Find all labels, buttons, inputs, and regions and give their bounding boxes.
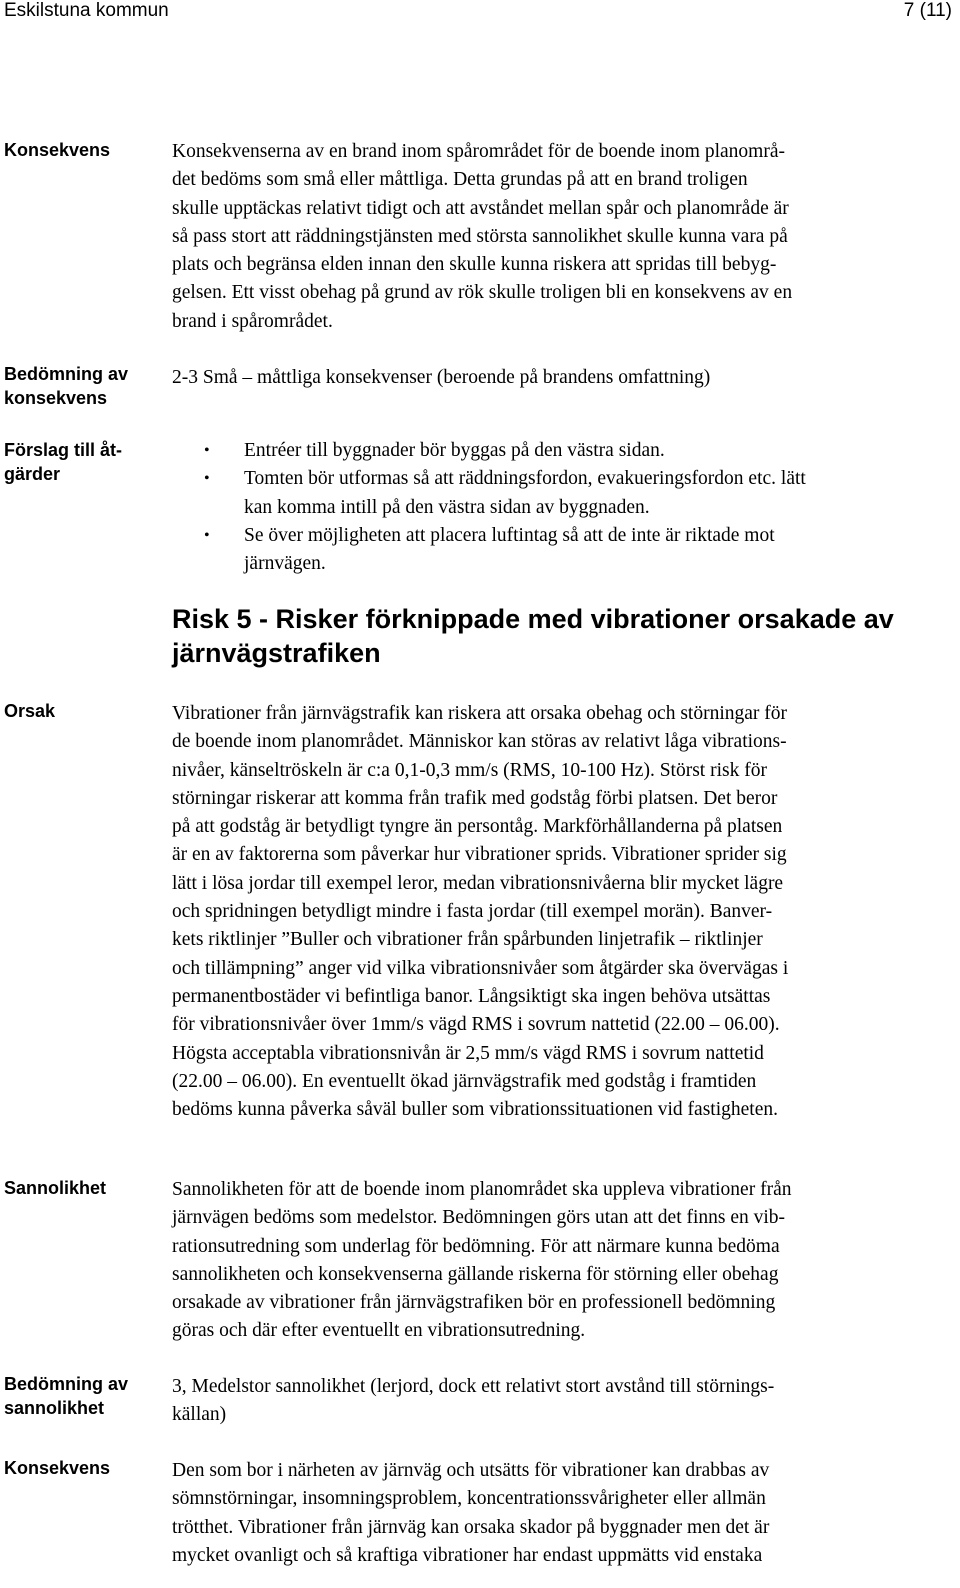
text-line: Entréer till byggnader bör byggas på den västra sidan. <box>244 440 665 461</box>
text-orsak <box>172 700 950 1124</box>
text-line: järnvägen bedöms som medelstor. Bedömningen görs utan att det finns en vib- <box>172 1207 786 1229</box>
label-sannolikhet: Sannolikhet <box>4 1178 107 1198</box>
label-line: Bedömning av <box>4 1374 129 1394</box>
list-item <box>172 465 950 522</box>
text-line: plats och begränsa elden innan den skulle kunna riskera att spridas till bebyg- <box>172 254 777 276</box>
text-line: trötthet. Vibrationer från järnväg kan orsaka skador på byggnader men det är <box>172 1516 770 1538</box>
text-bedomning-sannolikhet <box>172 1373 950 1430</box>
text-line: så pass stort att räddningstjänsten med största sannolikhet skulle kunna vara på <box>172 225 788 247</box>
page-header <box>0 0 960 24</box>
text-line: 3, Medelstor sannolikhet (lerjord, dock ett relativt stort avstånd till störnings- <box>172 1376 775 1397</box>
label-line: gärder <box>4 464 61 484</box>
label-bedomning-sannolikhet <box>4 1372 152 1420</box>
label-line: sannolikhet <box>4 1398 105 1418</box>
text-line: rationsutredning som underlag för bedömning. För att närmare kunna bedöma <box>172 1235 780 1257</box>
text-line: (22.00 – 06.00). En eventuellt ökad järnvägstrafik med godståg i framtiden <box>172 1070 757 1092</box>
text-line: Den som bor i närheten av järnväg och utsätts för vibrationer kan drabbas av <box>172 1460 770 1481</box>
text-line: orsakade av vibrationer från järnvägstrafiken bör en professionell bedömning <box>172 1292 776 1314</box>
text-line: Högsta acceptabla vibrationsnivån är 2,5 mm/s vägd RMS i sovrum nattetid <box>172 1042 764 1064</box>
list-item <box>172 437 950 465</box>
text-line: Se över möjligheten att placera luftintag så att de inte är riktade mot <box>244 524 775 546</box>
list-item <box>172 522 950 579</box>
text-line: nivåer, känseltröskeln är c:a 0,1-0,3 mm/s (RMS, 10-100 Hz). Störst risk för <box>172 759 767 781</box>
text-line: mycket ovanligt och så kraftiga vibrationer har endast uppmätts vid enstaka <box>172 1544 763 1566</box>
label-line: Bedömning av <box>4 364 129 384</box>
text-line: sannolikheten och konsekvenserna gällande riskerna för störning eller obehag <box>172 1263 779 1285</box>
text-line: källan) <box>172 1404 227 1426</box>
bullet-icon: • <box>204 442 210 459</box>
text-line: och spridningen betydligt mindre i fasta jordar (till exempel morän). Banver- <box>172 901 773 923</box>
text-line: lätt i lösa jordar till exempel leror, medan vibrationsnivåerna blir mycket lägre <box>172 872 784 894</box>
text-line: kets riktlinjer ”Buller och vibrationer från spårbunden linjetrafik – riktlinjer <box>172 929 763 951</box>
text-bedomning-konsekvens: 2-3 Små – måttliga konsekvenser (beroende på brandens omfattning) <box>172 367 711 388</box>
page-number: 7 (11) <box>903 0 952 21</box>
text-line: permanentbostäder vi befintliga banor. Långsiktigt ska ingen behöva utsättas <box>172 985 771 1007</box>
bullet-icon: • <box>204 526 210 544</box>
text-line: sömnstörningar, insomningsproblem, koncentrationssvårigheter eller allmän <box>172 1488 766 1510</box>
list-forslag-atgarder <box>172 437 950 578</box>
label-konsekvens-1: Konsekvens <box>4 140 111 160</box>
label-forslag-atgarder <box>4 438 152 486</box>
text-line: Konsekvenserna av en brand inom spårområdet för de boende inom planområ- <box>172 141 785 162</box>
label-bedomning-konsekvens <box>4 362 152 410</box>
text-line: för vibrationsnivåer över 1mm/s vägd RMS i sovrum nattetid (22.00 – 06.00). <box>172 1014 780 1036</box>
text-line: järnvägen. <box>244 553 326 575</box>
text-line: och tillämpning” anger vid vilka vibrationsnivåer som åtgärder ska övervägas i <box>172 957 789 979</box>
text-line: är en av faktorerna som påverkar hur vibrationer sprids. Vibrationer sprider sig <box>172 844 787 866</box>
text-line: bedöms kunna påverka såväl buller som vibrationssituationen vid fastigheten. <box>172 1099 778 1121</box>
heading-line: järnvägstrafiken <box>172 638 381 668</box>
organization-name: Eskilstuna kommun <box>4 0 169 21</box>
text-line: de boende inom planområdet. Människor kan störas av relativt låga vibrations- <box>172 731 787 753</box>
text-line: skulle upptäckas relativt tidigt och att avståndet mellan spår och planområde är <box>172 197 789 219</box>
text-line: Tomten bör utformas så att räddningsfordon, evakueringsfordon etc. lätt <box>244 468 806 490</box>
text-sannolikhet <box>172 1176 950 1346</box>
text-line: på att godståg är betydligt tyngre än persontåg. Markförhållanderna på platsen <box>172 816 783 838</box>
label-line: konsekvens <box>4 388 108 408</box>
text-line: störningar riskerar att komma från trafik med godståg förbi platsen. Det beror <box>172 787 778 809</box>
label-konsekvens-2: Konsekvens <box>4 1458 111 1478</box>
text-line: Sannolikheten för att de boende inom planområdet ska uppleva vibrationer från <box>172 1179 792 1200</box>
text-konsekvens-2 <box>172 1457 950 1570</box>
section-heading-risk-5 <box>172 602 950 670</box>
text-line: göras och där efter eventuellt en vibrationsutredning. <box>172 1320 586 1342</box>
text-konsekvens-1 <box>172 138 950 336</box>
text-line: Vibrationer från järnvägstrafik kan riskera att orsaka obehag och störningar för <box>172 703 788 724</box>
heading-line: Risk 5 - Risker förknippade med vibrationer orsakade av <box>172 604 894 634</box>
text-line: brand i spårområdet. <box>172 310 333 332</box>
text-line: kan komma intill på den västra sidan av byggnaden. <box>244 496 650 518</box>
label-line: Förslag till åt- <box>4 440 123 460</box>
text-line: gelsen. Ett visst obehag på grund av rök skulle troligen bli en konsekvens av en <box>172 282 793 304</box>
label-orsak: Orsak <box>4 701 56 721</box>
text-line: det bedöms som små eller måttliga. Detta grundas på att en brand troligen <box>172 169 748 191</box>
bullet-icon: • <box>204 470 210 488</box>
